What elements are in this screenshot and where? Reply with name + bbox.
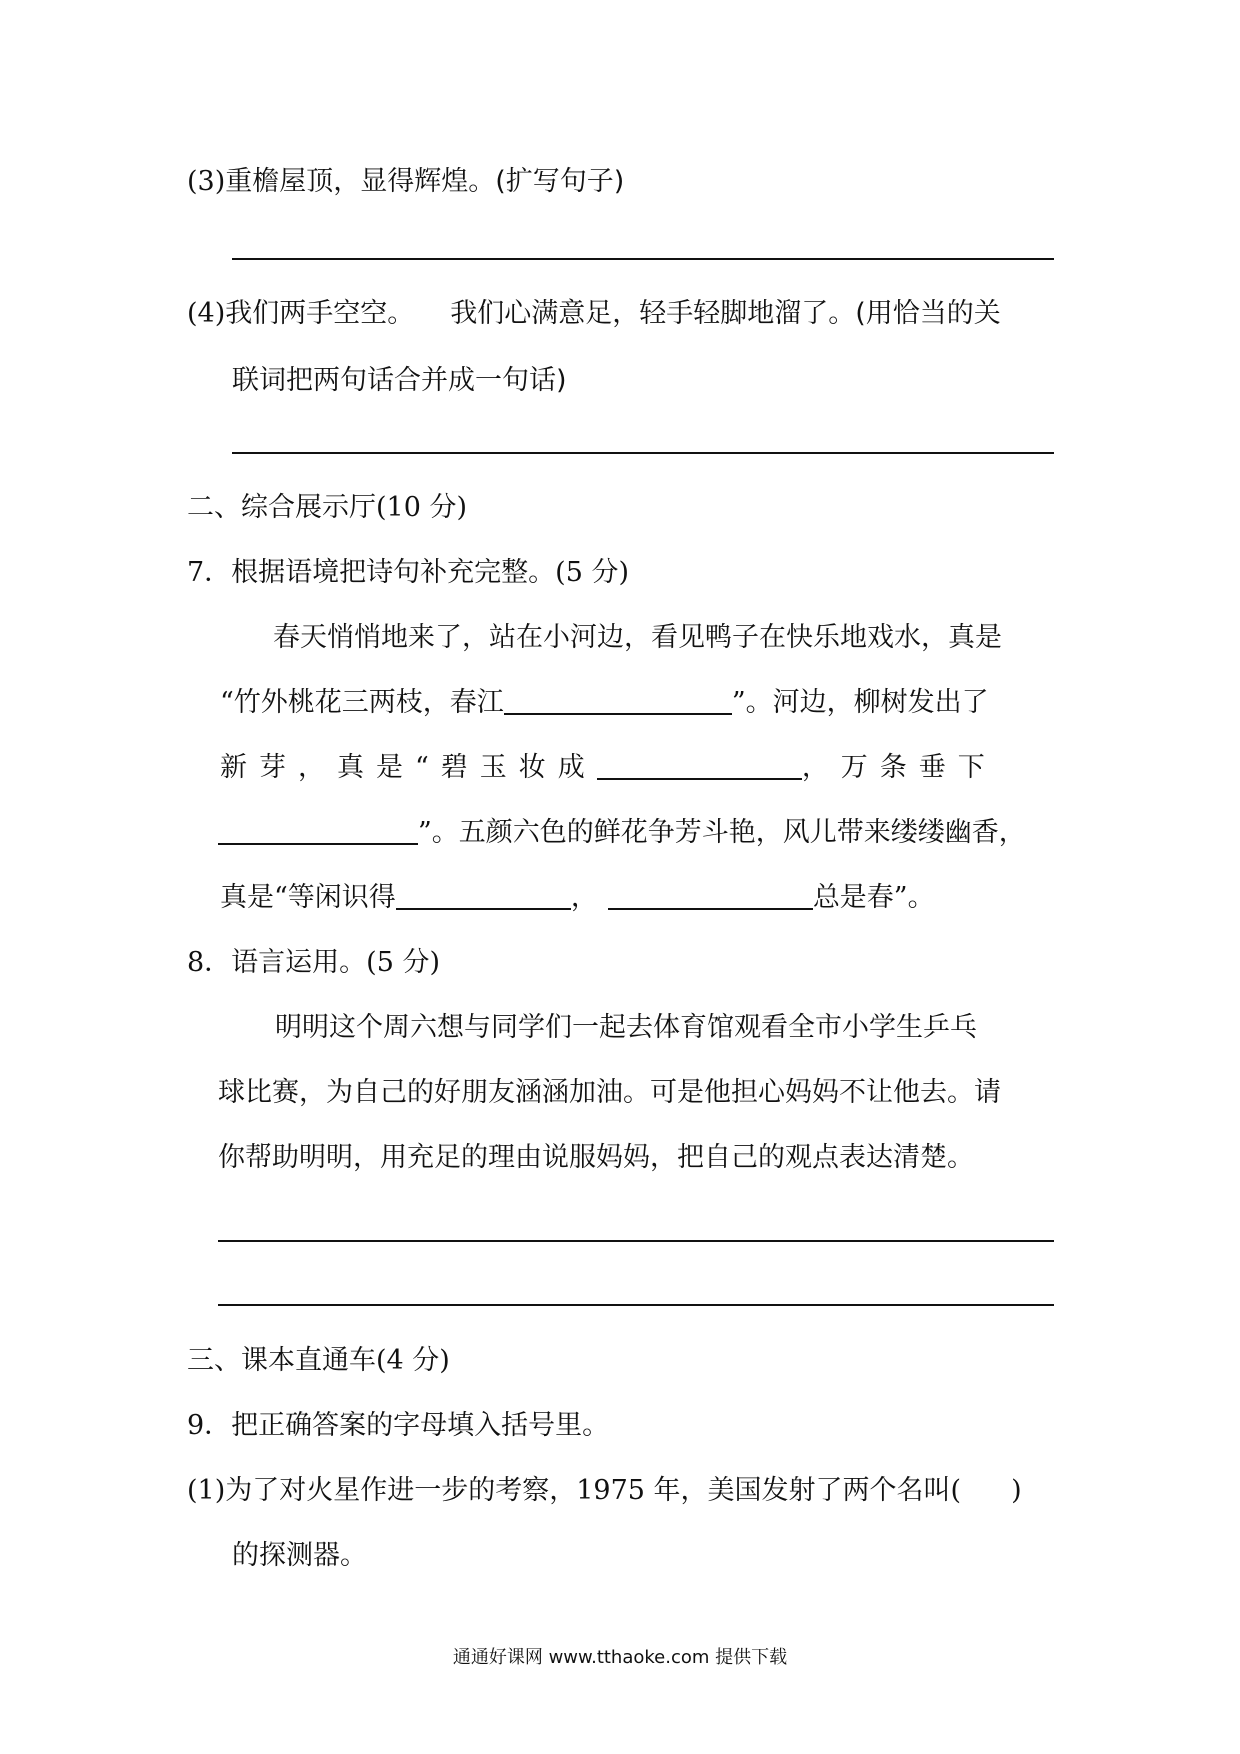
q8-answer-line-2[interactable] [218,1304,1054,1306]
q7-line5-c: 总是春”。 [812,882,935,913]
q6-4-prompt-part2: 我们心满意足，轻手轻脚地溜了。 [450,298,856,329]
q8-line3: 你帮助明明，用充足的理由说服妈妈，把自己的观点表达清楚。 [218,1142,974,1173]
q6-4-task-part1: (用恰当的关 [855,298,1001,329]
q7-blank-2[interactable] [597,752,802,780]
q8-answer-line-1[interactable] [218,1240,1054,1242]
q6-3-prompt: (3)重檐屋顶，显得辉煌。 [187,166,496,197]
q9-answer-paren[interactable] [961,1477,1011,1503]
q6-4-answer-line[interactable] [232,452,1054,454]
section2-heading: 二、综合展示厅(10 分) [187,492,468,523]
q7-line3-b: ，万条垂下 [801,752,997,783]
q7-blank-5[interactable] [608,882,813,910]
q7-line1: 春天悄悄地来了，站在小河边，看见鸭子在快乐地戏水，真是 [273,622,1002,653]
q7-line2 [220,686,989,720]
q9-item1-line1 [187,1474,1022,1508]
section3-heading: 三、课本直通车(4 分) [187,1345,450,1376]
q9-item1-line2: 的探测器。 [232,1540,367,1571]
q7-blank-3[interactable] [218,817,418,845]
footer-watermark: 通通好课网 www.tthaoke.com 提供下载 [452,1647,788,1668]
q7-line2-b: ”。河边，柳树发出了 [731,687,989,718]
q8-title: 8．语言运用。(5 分) [187,947,441,978]
q7-line3-a: 新芽，真是“碧玉妆成 [220,752,597,783]
q9-title: 9．把正确答案的字母填入括号里。 [187,1410,610,1441]
q6-4-line1 [187,297,1001,331]
q7-title: 7．根据语境把诗句补充完整。(5 分) [187,557,630,588]
q7-line5 [220,881,935,915]
q7-line4 [218,816,1026,850]
q7-blank-1[interactable] [504,687,732,715]
q6-4-prompt-part1: (4)我们两手空空。 [187,298,415,329]
q8-line1: 明明这个周六想与同学们一起去体育馆观看全市小学生乒乓 [275,1012,977,1043]
q6-3-answer-line[interactable] [232,258,1054,260]
q7-line2-a: “竹外桃花三两枝，春江 [220,687,504,718]
q8-line2: 球比赛，为自己的好朋友涵涵加油。可是他担心妈妈不让他去。请 [218,1077,1001,1108]
q9-item1-paren-close: ) [1011,1475,1022,1506]
q7-line4-b: ”。五颜六色的鲜花争芳斗艳，风儿带来缕缕幽香， [418,817,1026,848]
q7-line3 [220,751,997,785]
q7-blank-4[interactable] [396,882,571,910]
q7-line5-b: ， [570,882,598,913]
q6-3-task: (扩写句子) [495,166,625,197]
q6-4-task-part2: 联词把两句话合并成一句话) [232,365,567,396]
q7-line5-a: 真是“等闲识得 [220,882,396,913]
q9-item1-text: (1)为了对火星作进一步的考察，1975 年，美国发射了两个名叫( [187,1475,962,1506]
q6-3-line [187,165,624,199]
